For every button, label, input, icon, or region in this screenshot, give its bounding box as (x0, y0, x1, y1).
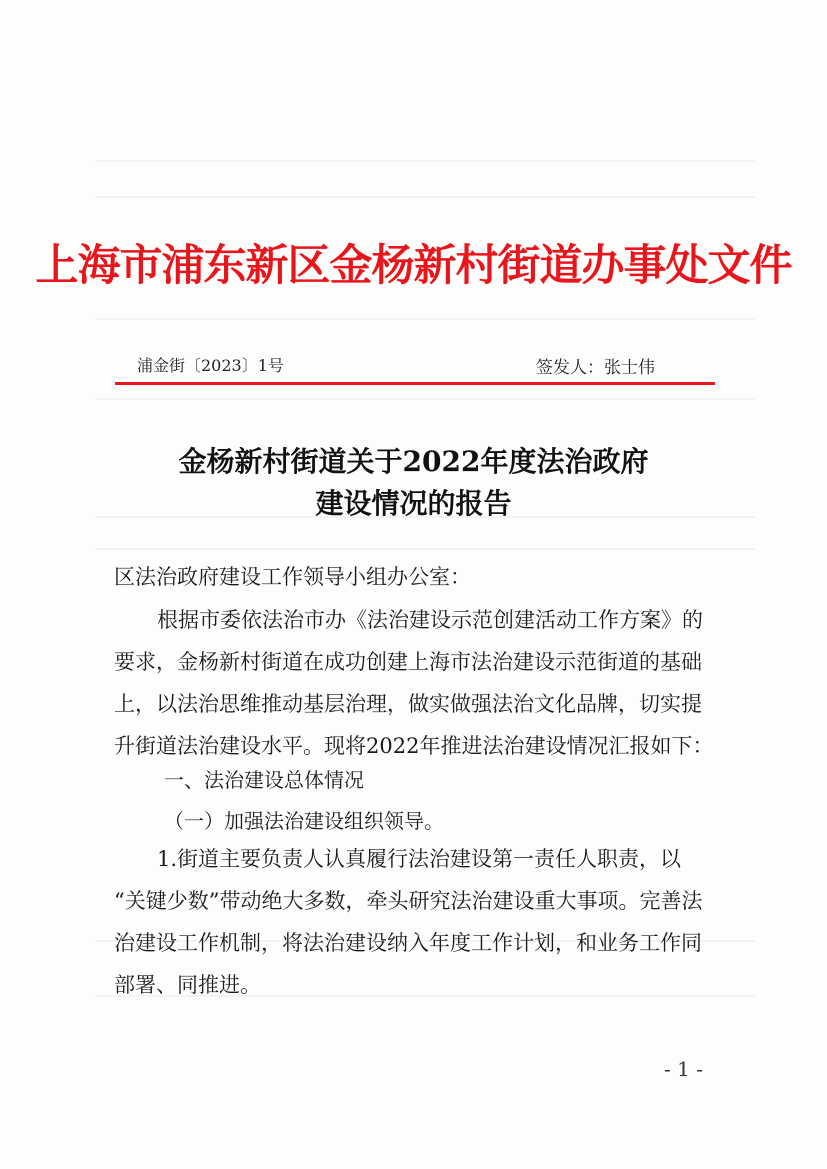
subsection-heading: （一）加强法治建设组织领导。 (164, 809, 444, 833)
recipient-line: 区法治政府建设工作领导小组办公室： (114, 565, 471, 589)
item-paragraph-line: 治建设工作机制，将法治建设纳入年度工作计划，和业务工作同 (114, 931, 702, 955)
item-paragraph-line: 部署、同推进。 (114, 973, 261, 997)
report-title-line-2: 建设情况的报告 (315, 487, 512, 520)
bleed-through-line (95, 398, 755, 400)
section-heading: 一、法治建设总体情况 (164, 768, 364, 792)
bleed-through-line (95, 160, 755, 162)
page-number: - 1 - (664, 1057, 703, 1081)
item-paragraph-line: “关键少数”带动绝大多数，牵头研究法治建设重大事项。完善法 (114, 889, 703, 913)
intro-paragraph-line: 上，以法治思维推动基层治理，做实做强法治文化品牌，切实提 (114, 692, 702, 716)
document-header-title: 上海市浦东新区金杨新村街道办事处文件 (35, 241, 792, 291)
item-paragraph-line: 1.街道主要负责人认真履行法治建设第一责任人职责，以 (157, 847, 682, 871)
report-title-line-1: 金杨新村街道关于2022年度法治政府 (178, 445, 649, 478)
bleed-through-line (95, 196, 755, 198)
bleed-through-line (95, 318, 755, 320)
document-number: 浦金街〔2023〕1号 (137, 356, 284, 375)
issuer-signature: 签发人：张士伟 (536, 358, 655, 378)
red-header-rule (115, 382, 715, 385)
intro-paragraph-line: 根据市委依法治市办《法治建设示范创建活动工作方案》的 (157, 608, 703, 632)
intro-paragraph-line: 升街道法治建设水平。现将2022年推进法治建设情况汇报如下： (114, 734, 714, 758)
intro-paragraph-line: 要求，金杨新村街道在成功创建上海市法治建设示范街道的基础 (114, 650, 702, 674)
bleed-through-line (95, 548, 755, 550)
